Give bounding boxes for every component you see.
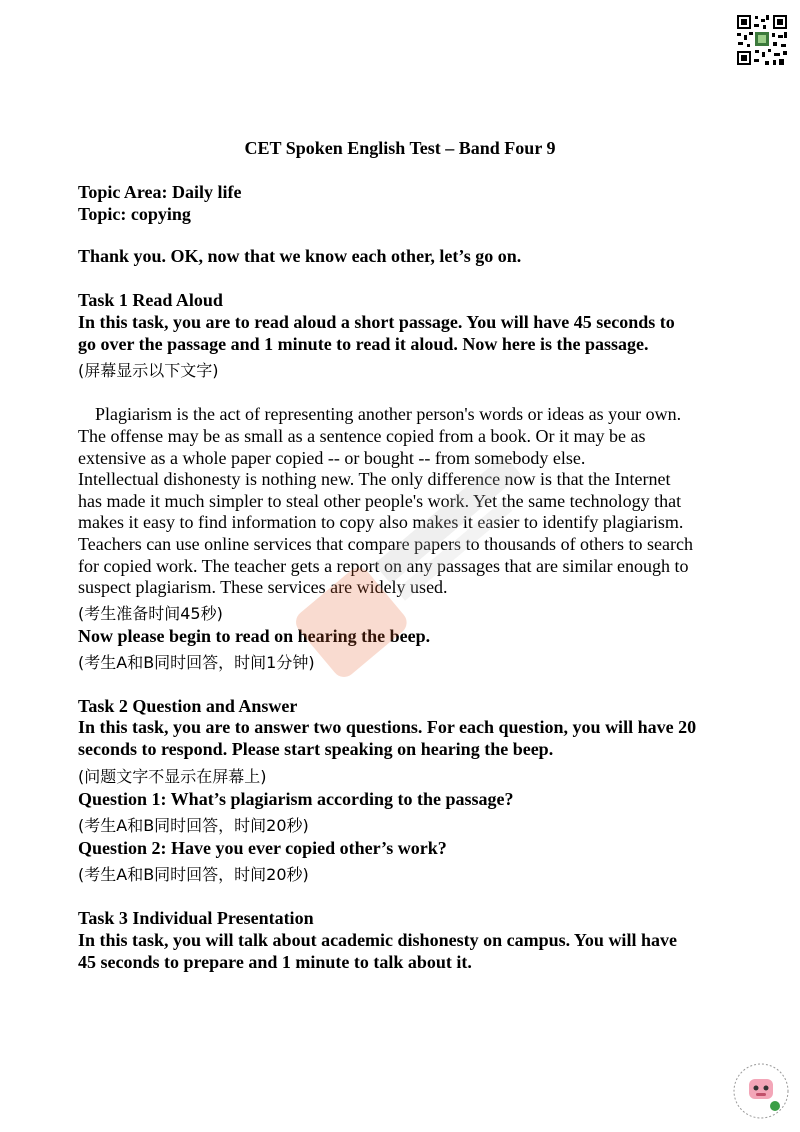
task1-instruction: In this task, you are to read aloud a short passage. You will have 45 seconds to (78, 312, 675, 332)
task1-heading: Task 1 Read Aloud (78, 290, 223, 310)
passage-line: Plagiarism is the act of representing another person's words or ideas as your own. (95, 404, 682, 424)
question-1: Question 1: What’s plagiarism according to the passage? (78, 789, 514, 809)
passage-line: makes it easy to find information to copy also makes it easier to identify plagiarism. (78, 512, 684, 532)
task3-instruction: 45 seconds to prepare and 1 minute to talk about it. (78, 952, 472, 972)
task2-heading: Task 2 Question and Answer (78, 696, 298, 716)
qr-code-icon (735, 13, 789, 67)
question-2: Question 2: Have you ever copied other’s work? (78, 838, 447, 858)
passage-line: extensive as a whole paper copied -- or bought -- from somebody else. (78, 448, 586, 468)
app-badge-icon (732, 1062, 790, 1120)
passage-line: suspect plagiarism. These services are widely used. (78, 577, 448, 597)
opening-line: Thank you. OK, now that we know each other, let’s go on. (78, 246, 522, 266)
question-2-note: (考生A和B同时回答，时间20秒) (78, 865, 309, 884)
task1-instruction: go over the passage and 1 minute to read it aloud. Now here is the passage. (78, 334, 649, 354)
begin-instruction: Now please begin to read on hearing the beep. (78, 626, 431, 646)
task3-instruction: In this task, you will talk about academic dishonesty on campus. You will have (78, 930, 677, 950)
task2-instruction: In this task, you are to answer two questions. For each question, you will have 20 (78, 717, 697, 737)
task1-screen-note: (屏幕显示以下文字) (78, 361, 219, 380)
passage-line: for copied work. The teacher gets a report on any passages that are similar enough to (78, 556, 689, 576)
passage-line: The offense may be as small as a sentence copied from a book. Or it may be as (78, 426, 646, 446)
question-1-note: (考生A和B同时回答，时间20秒) (78, 816, 309, 835)
task2-screen-note: (问题文字不显示在屏幕上) (78, 767, 267, 786)
prep-time-note: (考生准备时间45秒) (78, 604, 223, 623)
page-title: CET Spoken English Test – Band Four 9 (244, 138, 556, 158)
passage-line: has made it much simpler to steal other people's work. Yet the same technology that (78, 491, 682, 511)
task2-instruction: seconds to respond. Please start speaking on hearing the beep. (78, 739, 554, 759)
task3-heading: Task 3 Individual Presentation (78, 908, 314, 928)
passage-line: Teachers can use online services that compare papers to thousands of others to search (78, 534, 694, 554)
topic-area: Topic Area: Daily life (78, 182, 242, 202)
answer-time-note: (考生A和B同时回答，时间1分钟) (78, 653, 315, 672)
passage-line: Intellectual dishonesty is nothing new. The only difference now is that the Internet (78, 469, 671, 489)
topic: Topic: copying (78, 204, 191, 224)
